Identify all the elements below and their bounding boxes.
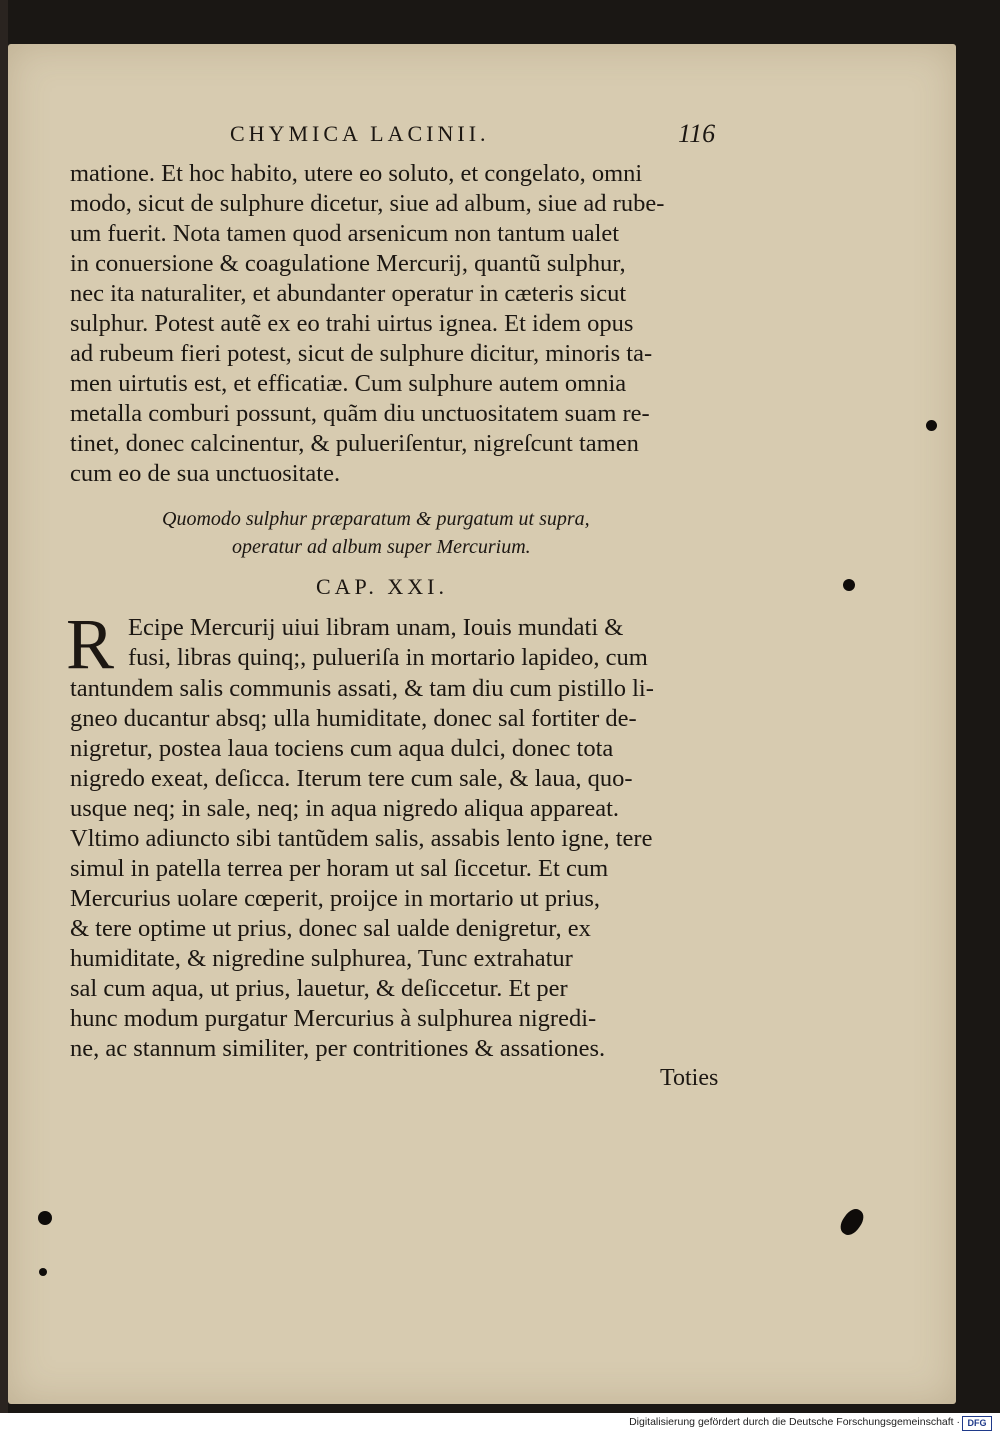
text-line: Vltimo adiuncto sibi tantũdem salis, assabis lento igne, tere bbox=[70, 825, 653, 852]
text-line: metalla comburi possunt, quãm diu unctuositatem suam re- bbox=[70, 400, 650, 427]
text-line: nigredo exeat, deſicca. Iterum tere cum sale, & laua, quo- bbox=[70, 765, 633, 792]
text-line: nigretur, postea laua tociens cum aqua dulci, donec tota bbox=[70, 735, 614, 762]
text-line: cum eo de sua unctuositate. bbox=[70, 460, 341, 487]
text-line: sal cum aqua, ut prius, lauetur, & deſiccetur. Et per bbox=[70, 975, 568, 1002]
text-line: men uirtutis est, et efficatiæ. Cum sulphure autem omnia bbox=[70, 370, 627, 397]
text-line: & tere optime ut prius, donec sal ualde denigretur, ex bbox=[70, 915, 591, 942]
funding-credit: Digitalisierung gefördert durch die Deutsche Forschungsgemeinschaft · bbox=[629, 1416, 960, 1428]
text-line: sulphur. Potest autẽ ex eo trahi uirtus ignea. Et idem opus bbox=[70, 310, 634, 337]
chapter-number: CAP. XXI. bbox=[316, 574, 448, 599]
text-line: ad rubeum fieri potest, sicut de sulphure dicitur, minoris ta- bbox=[70, 340, 653, 367]
text-line: Ecipe Mercurij uiui libram unam, Iouis mundati & bbox=[128, 614, 624, 641]
text-line: tantundem salis communis assati, & tam diu cum pistillo li- bbox=[70, 675, 654, 702]
ink-spot bbox=[38, 1211, 52, 1225]
drop-capital: R bbox=[66, 604, 115, 684]
text-line: ne, ac stannum similiter, per contritiones & assationes. bbox=[70, 1035, 606, 1062]
text-line: Mercurius uolare cœperit, proijce in mortario ut prius, bbox=[70, 885, 600, 912]
dfg-logo: DFG bbox=[962, 1416, 992, 1431]
ink-spot bbox=[843, 579, 855, 591]
text-line: fusi, libras quinq;, pulueriſa in mortario lapideo, cum bbox=[128, 644, 648, 671]
page-number: 116 bbox=[678, 119, 716, 148]
digitization-footer bbox=[0, 1413, 1000, 1433]
text-line: in conuersione & coagulatione Mercurij, quantũ sulphur, bbox=[70, 250, 626, 277]
text-line: modo, sicut de sulphure dicetur, siue ad album, siue ad rube- bbox=[70, 190, 665, 217]
text-line: um fuerit. Nota tamen quod arsenicum non tantum ualet bbox=[70, 220, 620, 247]
text-line: simul in patella terrea per horam ut sal ſiccetur. Et cum bbox=[70, 855, 609, 882]
text-line: nec ita naturaliter, et abundanter operatur in cæteris sicut bbox=[70, 280, 627, 307]
chapter-title-line: operatur ad album super Mercurium. bbox=[232, 536, 531, 558]
running-head: CHYMICA LACINII. bbox=[230, 121, 490, 146]
ink-spot bbox=[926, 420, 937, 431]
ink-spot bbox=[39, 1268, 47, 1276]
text-line: gneo ducantur absq; ulla humiditate, donec sal fortiter de- bbox=[70, 705, 637, 732]
text-line: matione. Et hoc habito, utere eo soluto, et congelato, omni bbox=[70, 160, 643, 187]
chapter-title-line: Quomodo sulphur præparatum & purgatum ut supra, bbox=[162, 508, 590, 530]
text-line: tinet, donec calcinentur, & pulueriſentur, nigreſcunt tamen bbox=[70, 430, 639, 457]
catchword: Toties bbox=[660, 1065, 719, 1091]
text-line: humiditate, & nigredine sulphurea, Tunc extrahatur bbox=[70, 945, 573, 972]
book-spine bbox=[0, 0, 8, 1413]
text-line: hunc modum purgatur Mercurius à sulphurea nigredi- bbox=[70, 1005, 597, 1032]
text-line: usque neq; in sale, neq; in aqua nigredo aliqua appareat. bbox=[70, 795, 620, 822]
